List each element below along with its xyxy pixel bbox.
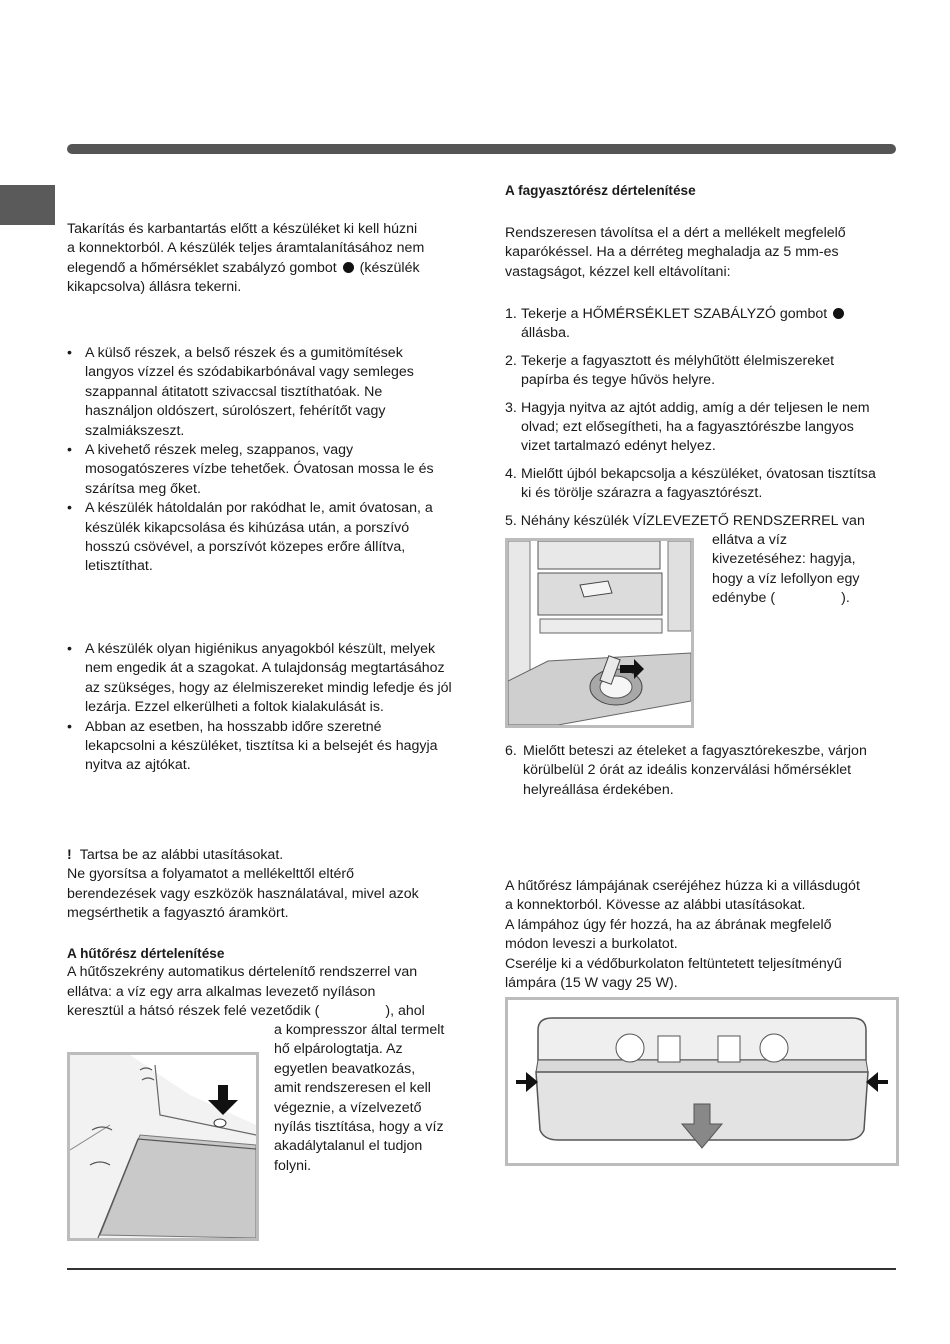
intro-paragraph (67, 220, 462, 298)
body-line: A hűtőrész lámpájának cseréjéhez húzza ki a villásdugót (505, 878, 860, 894)
step-text: Mielőtt beteszi az ételeket a fagyasztórekeszbe, várjon körülbelül 2 órát az ideális konzerválási hőmérséklet helyreállása érdekében. (523, 743, 867, 798)
step-number: 5. (505, 513, 517, 529)
body-line: a konnektorból. Kövesse az alábbi utasításokat. (505, 897, 806, 914)
body-line: egyetlen beavatkozás, (274, 1060, 416, 1077)
list-item (505, 512, 900, 531)
warning-line: berendezések vagy eszközök használatával, mivel azok (67, 885, 419, 902)
list-item: • A készülék hátoldalán por rakódhat le, amit óvatosan, a készülék kikapcsolása és kihúzása után, a porszívó hosszú csövével, a porszívót közepes erőre állítva, letisztíthat. (67, 499, 452, 577)
body-line: hő elpárologtatja. Az (274, 1041, 403, 1058)
step-text: Hagyja nyitva az ajtót addig, amíg a dér teljesen le nem olvad; ezt elősegítheti, ha a fagyasztórészbe langyos vizet tartalmazó edényt helyez. (521, 399, 870, 455)
intro-text: elegendő a hőmérséklet szabályzó gombot (67, 259, 337, 276)
section-heading: A hűtőrész dértelenítése (67, 946, 225, 961)
step-number: 1. (505, 306, 517, 322)
body-line: folyni. (274, 1157, 312, 1174)
list-item (505, 465, 880, 504)
body-text: ). (841, 590, 850, 607)
body-text: keresztül a hátsó részek felé vezetődik ( (67, 1003, 320, 1020)
body-line: Rendszeresen távolítsa el a dért a mellékelt megfelelő (505, 225, 846, 241)
step-text: Tekerje a HŐMÉRSÉKLET SZABÁLYZÓ gombot (521, 306, 828, 322)
body-line: ellátva a víz (712, 532, 787, 548)
cleaning-bullet-list (67, 344, 452, 577)
list-item (505, 742, 900, 800)
body-line (67, 1002, 462, 1021)
step-text: állásba. (521, 325, 570, 342)
body-line: a kompresszor által termelt (274, 1022, 445, 1038)
step-5-side-text (712, 531, 897, 609)
warning-mark: ! (67, 847, 72, 863)
intro-line: a konnektorból. A készülék teljes áramtalanításához nem (67, 240, 425, 257)
body-line: amit rendszeresen el kell (274, 1080, 431, 1097)
freezer-defrost-section (505, 181, 900, 200)
list-item (505, 352, 880, 391)
warning-line (67, 846, 462, 865)
step-number: 6. (505, 743, 517, 759)
warning-line: Ne gyorsítsa a folyamatot a mellékelttől eltérő (67, 866, 355, 883)
step-5-line (505, 512, 900, 531)
hygiene-bullet-list (67, 640, 452, 776)
list-item (505, 305, 880, 344)
body-line: akadálytalanul el tudjon (274, 1138, 423, 1155)
body-line: Cserélje ki a védőburkolaton feltüntetett teljesítményű (505, 955, 842, 972)
thermostat-off-dot-icon (833, 308, 844, 319)
body-line: végeznie, a vízelvezető (274, 1099, 422, 1116)
section-tab-marker (0, 185, 55, 225)
step-number: 4. (505, 465, 517, 482)
section-heading: A fagyasztórész dértelenítése (505, 183, 696, 198)
body-line: ellátva: a víz egy arra alkalmas levezető nyíláson (67, 983, 376, 1000)
step-text: Tekerje a fagyasztott és mélyhűtött élelmiszereket papírba és tegye hűvös helyre. (521, 352, 835, 389)
intro-line: kikapcsolva) állásra tekerni. (67, 279, 242, 296)
list-item: • A kivehető részek meleg, szappanos, vagy mosogatószeres vízbe tehetőek. Óvatosan mossa le és szárítsa meg őket. (67, 441, 452, 499)
step-text: Néhány készülék VÍZLEVEZETŐ RENDSZERREL van (520, 513, 865, 529)
body-line: kivezetéséhez: hagyja, (712, 551, 856, 568)
list-item: • A külső részek, a belső részek és a gumitömítések langyos vízzel és szódabikarbónával vagy semleges szappannal átitatott szivaccsal tisztíthatóak. Ne használjon oldószert, súrolószert, fehérítőt vagy szalmiákszeszt. (67, 344, 452, 441)
body-text: edénybe ( (712, 590, 776, 607)
fridge-drain-illustration (67, 1052, 259, 1241)
body-line: módon leveszi a burkolatot. (505, 936, 678, 953)
intro-line (67, 259, 462, 278)
body-line: vastagságot, kézzel kell eltávolítani: (505, 263, 731, 280)
fridge-defrost-section (67, 944, 462, 1022)
body-text: ), ahol (385, 1003, 425, 1020)
fridge-defrost-side-text (274, 1021, 464, 1176)
body-line: kaparókéssel. Ha a dérréteg meghaladja az 5 mm-es (505, 244, 839, 261)
intro-text: (készülék (359, 259, 420, 276)
intro-line: Takarítás és karbantartás előtt a készüléket ki kell húzni (67, 221, 418, 237)
list-item (505, 399, 880, 457)
warning-note (67, 846, 462, 924)
lamp-section (505, 877, 900, 993)
body-line (712, 589, 897, 608)
warning-line: megsérthetik a fagyasztó áramkört. (67, 905, 289, 922)
step-number: 3. (505, 399, 517, 416)
list-item: • A készülék olyan higiénikus anyagokból készült, melyek nem engedik át a szagokat. A tulajdonság megtartásához az szükséges, hogy az élelmiszereket mindig lefedje és jól lezárja. Ezzel elkerülheti a foltok kialakulását is. (67, 640, 452, 718)
body-line: A lámpához úgy fér hozzá, ha az ábrának megfelelő (505, 916, 832, 933)
freezer-steps-list (505, 305, 880, 512)
thermostat-off-dot-icon (343, 262, 354, 273)
freezer-drain-illustration (505, 538, 694, 728)
freezer-steps-list-cont (505, 742, 900, 808)
body-line: lámpára (15 W vagy 25 W). (505, 975, 678, 992)
body-line: hogy a víz lefollyon egy (712, 570, 860, 587)
freezer-intro (505, 224, 900, 282)
list-item: • Abban az esetben, ha hosszabb időre szeretné lekapcsolni a készüléket, tisztítsa ki a belsejét és hagyja nyitva az ajtókat. (67, 718, 452, 776)
header-rule (67, 144, 896, 154)
footer-rule (67, 1268, 896, 1270)
warning-text: Tartsa be az alábbi utasításokat. (79, 847, 284, 863)
lamp-cover-illustration (505, 997, 899, 1166)
body-line: nyílás tisztítása, hogy a víz (274, 1119, 444, 1136)
step-number: 2. (505, 352, 517, 369)
step-text: Mielőtt újból bekapcsolja a készüléket, óvatosan tisztítsa ki és törölje szárazra a fagyasztórészt. (521, 465, 876, 502)
body-line: A hűtőszekrény automatikus dértelenítő rendszerrel van (67, 964, 418, 981)
